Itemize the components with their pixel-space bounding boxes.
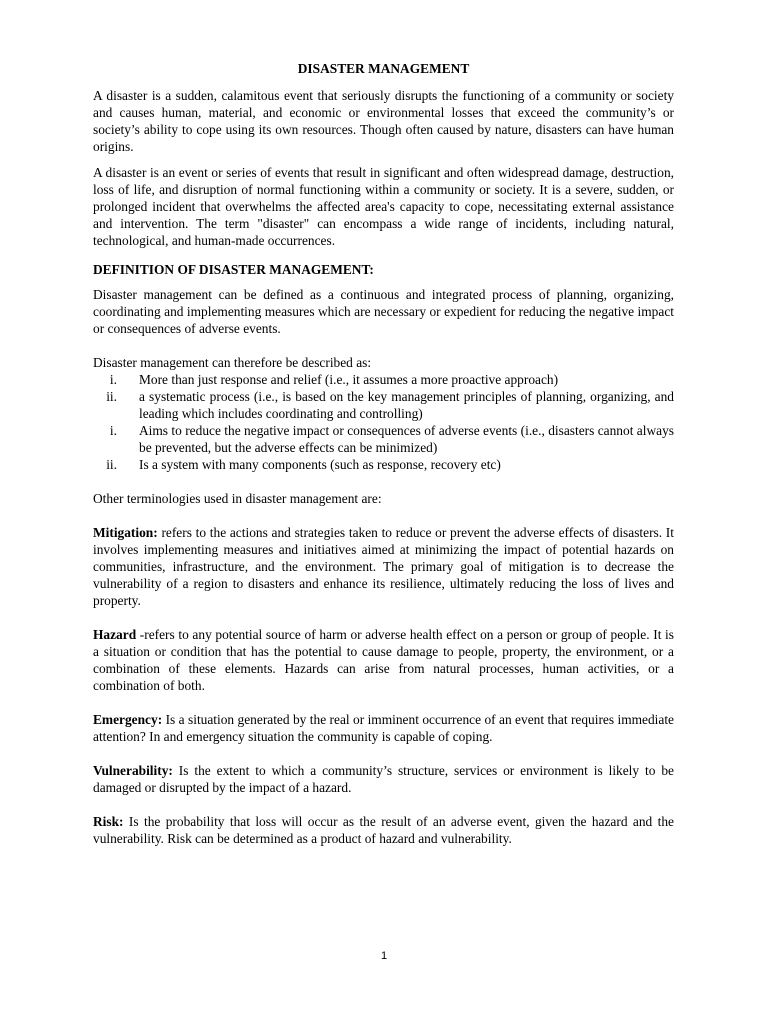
term-definition: refers to the actions and strategies taken to reduce or prevent the adverse effects of disasters. It involves implementing measures and initiatives aimed at minimizing the impact of potential hazards on communities, infrastructure, and the environment. The primary goal of mitigation is to decrease the vulnerability of a region to disasters and enhance its resilience, ultimately reducing the loss of lives and property. [93, 525, 674, 608]
term-label: Mitigation: [93, 525, 158, 540]
term-emergency [93, 711, 674, 745]
term-risk [93, 813, 674, 847]
term-label: Risk: [93, 814, 124, 829]
list-item-text: Is a system with many components (such as response, recovery etc) [139, 457, 501, 472]
list-item-text: More than just response and relief (i.e., it assumes a more proactive approach) [139, 372, 559, 387]
term-definition: -refers to any potential source of harm or adverse health effect on a person or group of people. It is a situation or condition that has the potential to cause damage to people, property, the environment, or a combination of these elements. Hazards can arise from natural processes, human activities, or a combination of both. [93, 627, 674, 693]
term-hazard [93, 626, 674, 694]
definition-paragraph: Disaster management can be defined as a continuous and integrated process of planning, organizing, coordinating and implementing measures which are necessary or expedient for reducing the negative impact or consequences of adverse events. [93, 287, 674, 336]
term-definition: Is the extent to which a community’s structure, services or environment is likely to be damaged or disrupted by the impact of a hazard. [93, 763, 674, 795]
list-item-number: i. [109, 372, 117, 387]
term-mitigation [93, 524, 674, 609]
list-item-text: Aims to reduce the negative impact or consequences of adverse events (i.e., disasters cannot always be prevented, but the adverse effects can be minimized) [139, 423, 674, 455]
term-label: Hazard [93, 627, 137, 642]
list-item-number: i. [109, 423, 117, 438]
described-as-paragraph: Disaster management can therefore be described as: [93, 355, 372, 370]
term-definition: Is the probability that loss will occur as the result of an adverse event, given the hazard and the vulnerability. Risk can be determined as a product of hazard and vulnerability. [93, 814, 674, 846]
list-item [93, 388, 674, 422]
intro-paragraph-1: A disaster is a sudden, calamitous event that seriously disrupts the functioning of a community or society and causes human, material, and economic or environmental losses that exceed the community’s or society’s ability to cope using its own resources. Though often caused by nature, disasters can have human origins. [93, 88, 674, 154]
other-terms-paragraph: Other terminologies used in disaster management are: [93, 491, 382, 506]
term-vulnerability [93, 762, 674, 796]
list-item-text: a systematic process (i.e., is based on the key management principles of planning, organizing, and leading which includes coordinating and controlling) [139, 389, 674, 421]
term-label: Emergency: [93, 712, 163, 727]
term-definition: Is a situation generated by the real or imminent occurrence of an event that requires immediate attention? In and emergency situation the community is capable of coping. [93, 712, 674, 744]
list-item-number: ii. [106, 389, 117, 404]
intro-paragraph-2: A disaster is an event or series of events that result in significant and often widespread damage, destruction, loss of life, and disruption of normal functioning within a community or society. It is a severe, sudden, or prolonged incident that overwhelms the affected area's capacity to cope, necessitating external assistance and intervention. The term "disaster" can encompass a wide range of incidents, including natural, technological, and human-made occurrences. [93, 165, 674, 248]
definition-heading: DEFINITION OF DISASTER MANAGEMENT: [93, 262, 374, 277]
list-item [93, 371, 674, 388]
list-item [93, 456, 674, 473]
page-number: 1 [380, 950, 388, 962]
document-page [93, 60, 674, 847]
list-item [93, 422, 674, 456]
description-list [93, 371, 674, 473]
document-title: DISASTER MANAGEMENT [297, 61, 470, 76]
list-item-number: ii. [106, 457, 117, 472]
term-label: Vulnerability: [93, 763, 173, 778]
